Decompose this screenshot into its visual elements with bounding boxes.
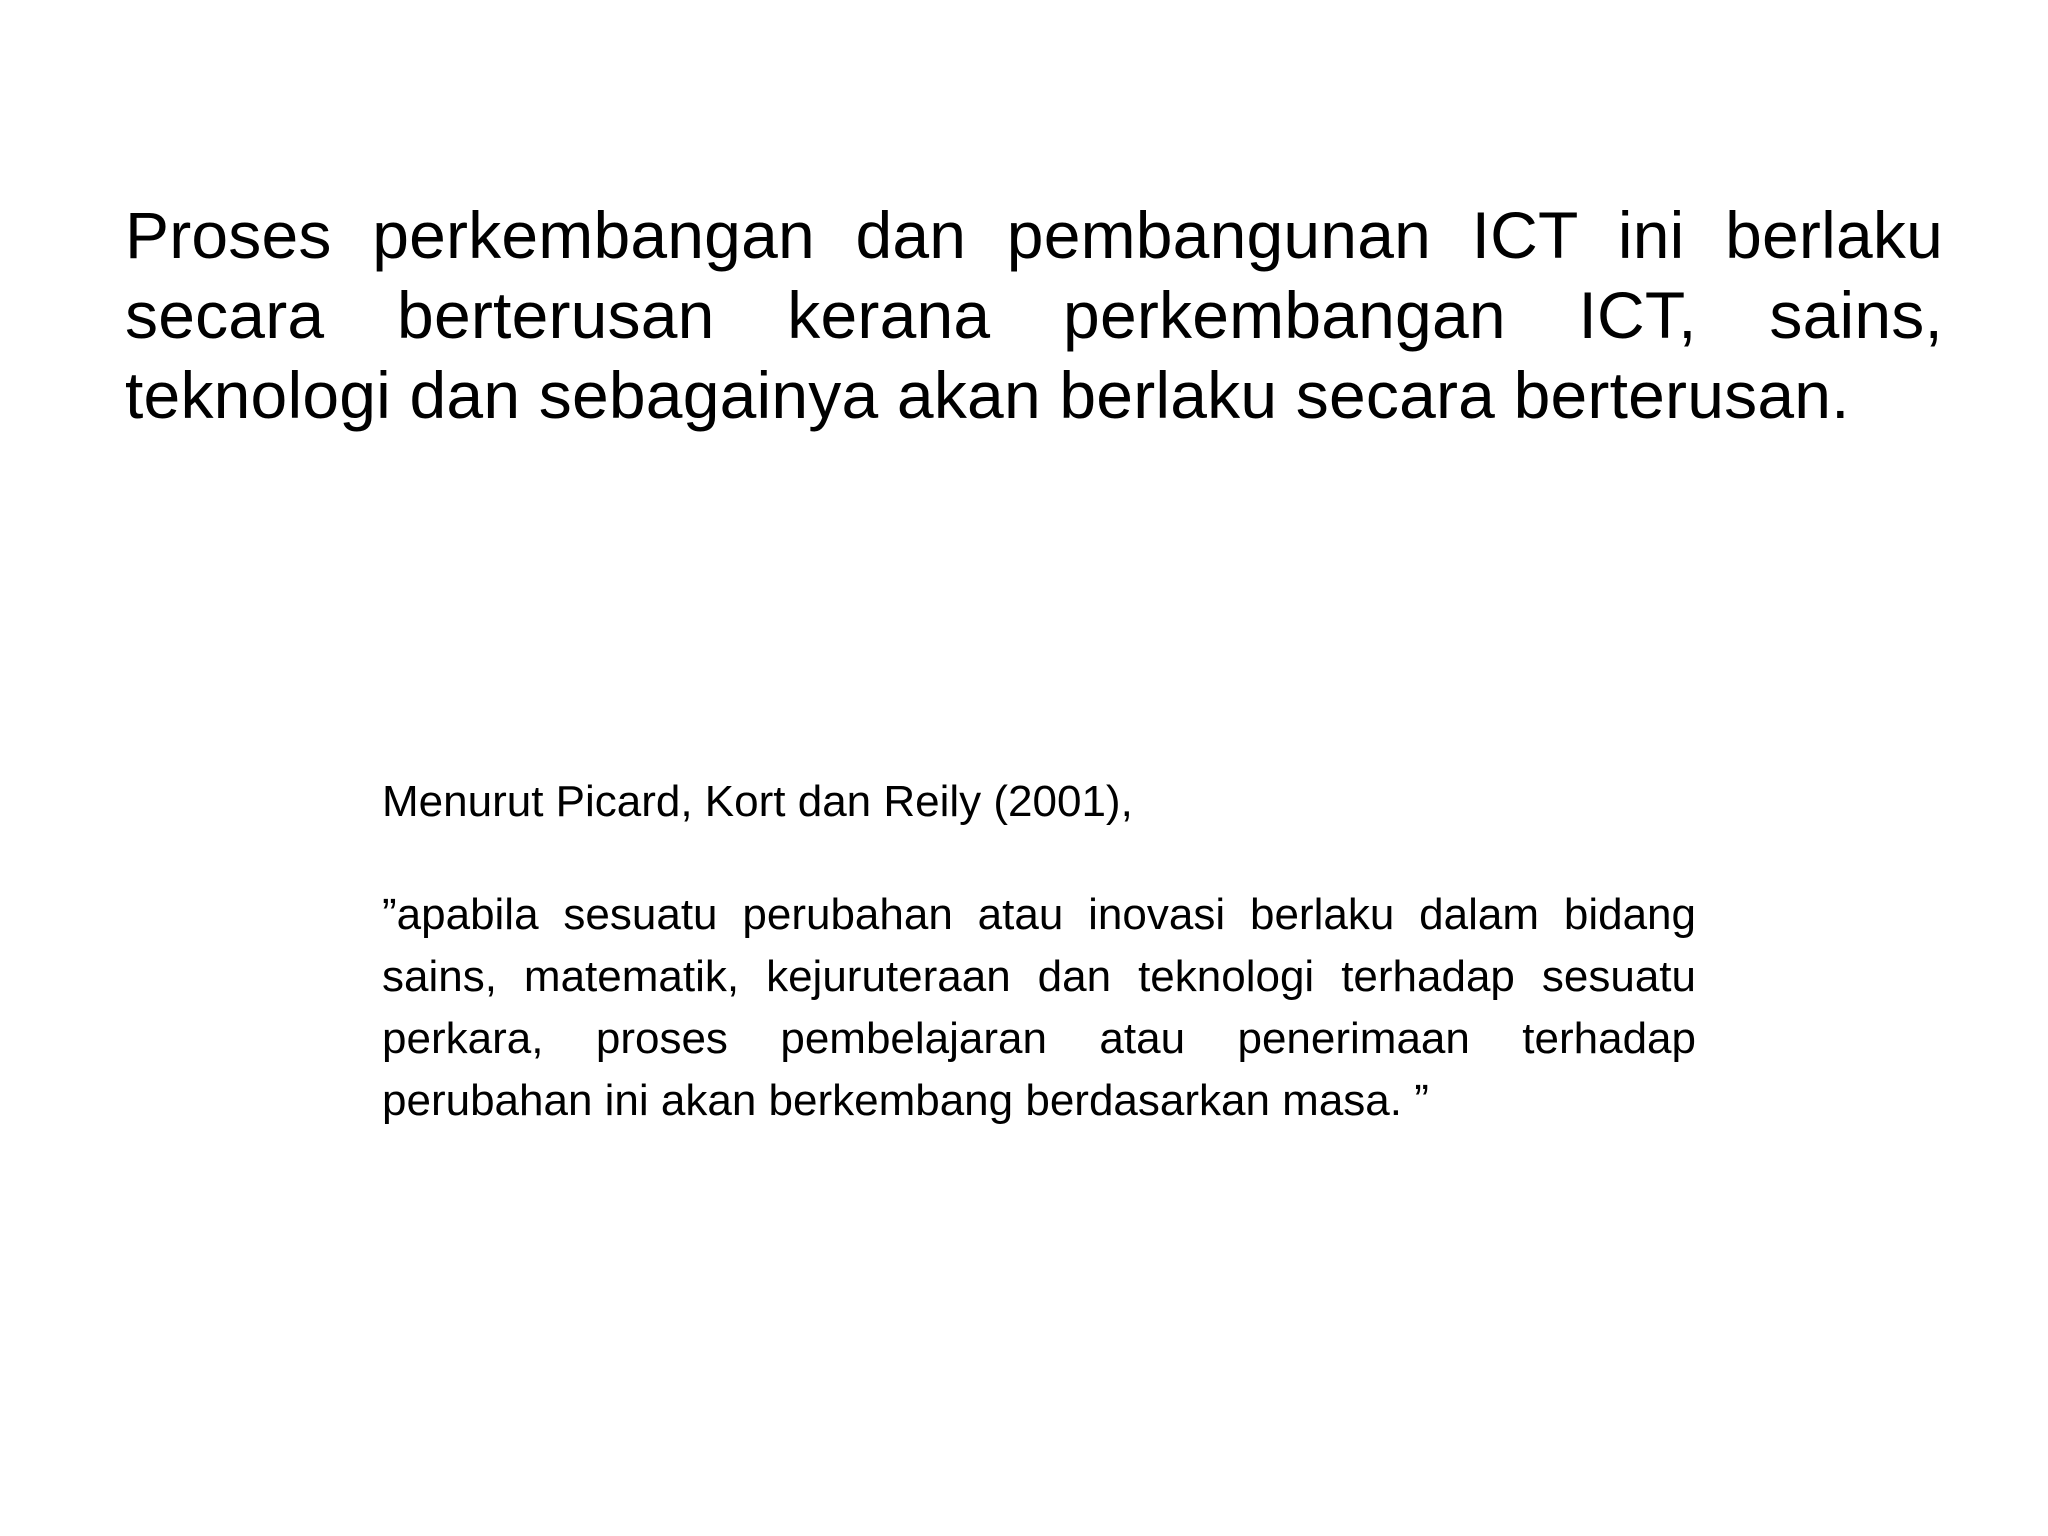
citation-text: Menurut Picard, Kort dan Reily (2001), (382, 777, 1133, 826)
quote-text: ”apabila sesuatu perubahan atau inovasi berlaku dalam bidang sains, matematik, kejuruteraan dan teknologi terhadap sesuatu perkara, proses pembelajaran atau penerimaan terhadap perubahan ini akan berkembang berdasarkan masa. ” (382, 890, 1696, 1125)
main-paragraph: Proses perkembangan dan pembangunan ICT ini berlaku secara berterusan kerana perkembangan ICT, sains, teknologi dan sebagainya akan berlaku secara berterusan. (125, 198, 1943, 432)
quote-block (382, 772, 1696, 1132)
